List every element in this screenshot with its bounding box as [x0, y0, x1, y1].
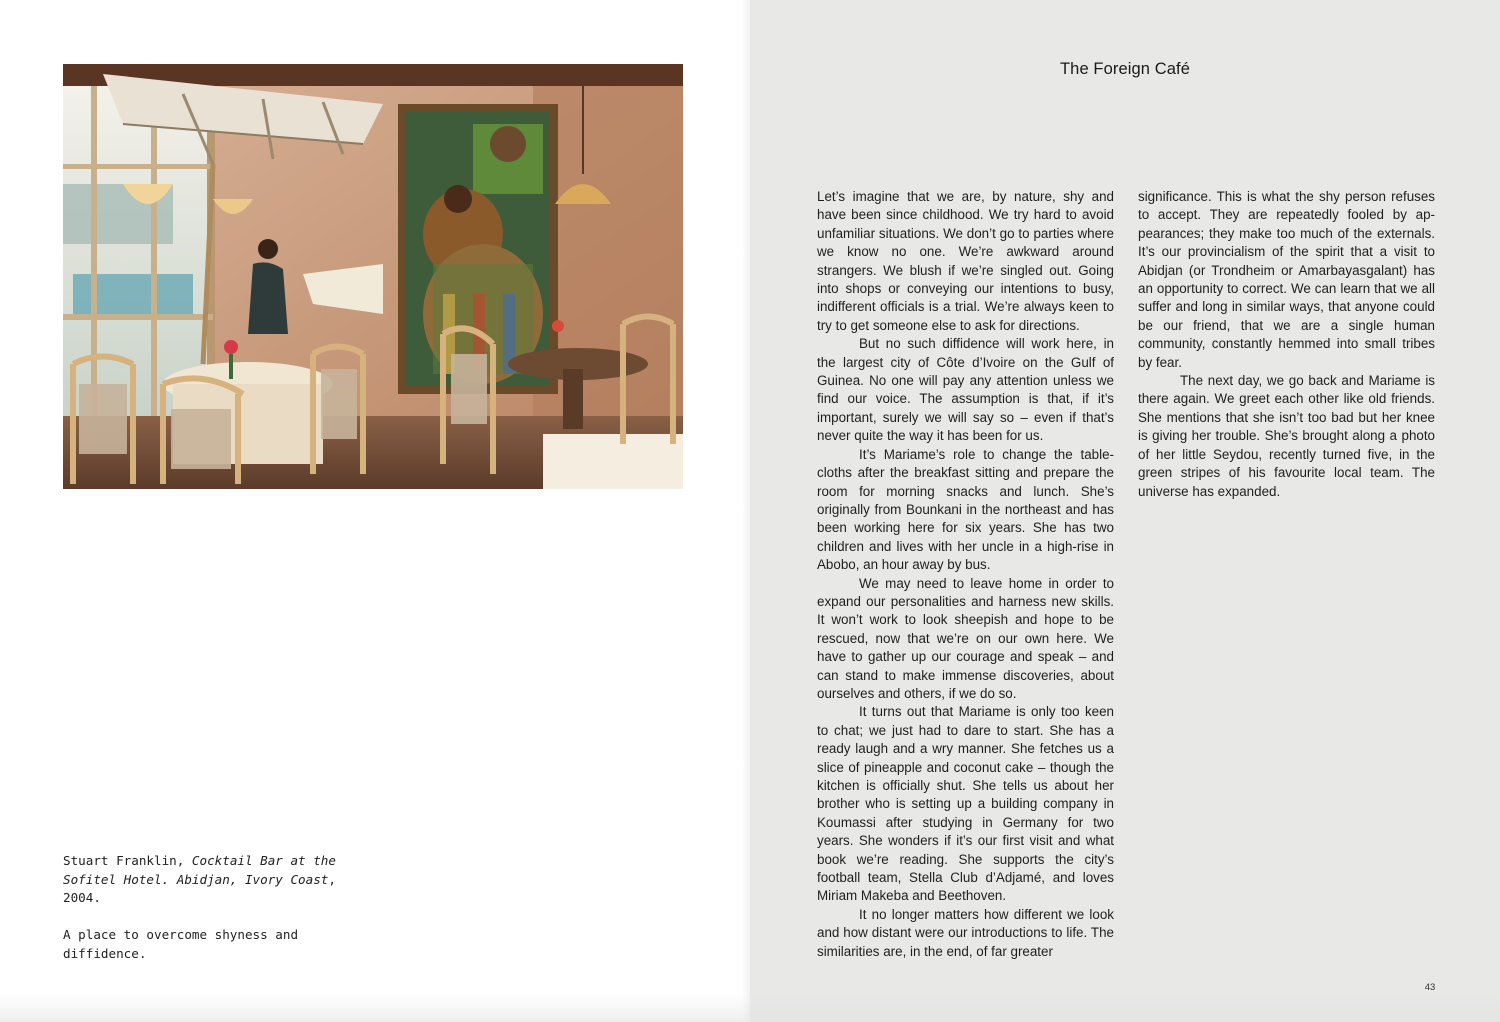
- paragraph: It’s Mariame’s role to change the table-cloths after the breakfast sitting and prepare the room for morning snacks and lunch. She’s originally from Bounkani in the northeast and has been working here for six years. She has two children and lives with her uncle in a high-rise in Abobo, an hour away by bus.: [817, 446, 1114, 573]
- paragraph: significance. This is what the shy person refuses to accept. They are repeatedly fooled by ap-pearances; they make too much of the externals. It’s our provincialism of the spirit that a visit to Abidjan (or Trondheim or Amarbayasgalant) has an opportunity to correct. We can learn that we all suffer and long in similar ways, that anyone could be our friend, that we are a single human community, constantly hemmed into small tribes by fear.: [1138, 189, 1435, 370]
- photo-caption: [63, 852, 363, 963]
- caption-work-title: Cocktail Bar at the Sofitel Hotel. Abidjan, Ivory Coast: [63, 853, 336, 887]
- caption-description: A place to overcome shyness and diffidence.: [63, 927, 299, 961]
- paragraph: We may need to leave home in order to expand our personalities and harness new skills. It won’t work to look sheepish and hope to be rescued, now that we’re on our own here. We have to gather up our courage and speak – and can stand to make immense discoveries, about ourselves and others, if we do so.: [817, 575, 1114, 701]
- paragraph: It turns out that Mariame is only too keen to chat; we just had to dare to start. She has a ready laugh and a wry manner. She fetches us a slice of pineapple and coconut cake – though the kitchen is officially shut. She tells us about her brother who is setting up a building company in Koumassi after studying in Germany for two years. She wonders if it’s our first visit and what book we’re reading. She supports the city’s football team, Stella Club d’Adjamé, and loves Miriam Makeba and Beethoven.: [817, 704, 1114, 904]
- paragraph: The next day, we go back and Mariame is there again. We greet each other like old friends. She mentions that she isn’t too bad but her knee is giving her trouble. She’s brought along a photo of her little Seydou, recently turned five, in the green stripes of his favourite local team. The universe has expanded.: [1138, 373, 1435, 499]
- page-number: 43: [1424, 982, 1436, 993]
- paragraph: Let’s imagine that we are, by nature, shy and have been since childhood. We try hard to avoid unfamiliar situations. We don’t go to parties where we know no one. We’re awkward around strangers. We blush if we’re singled out. Going into shops or conveying our intentions to busy, indifferent officials is a trial. We’re always keen to try to get someone else to ask for directions.: [817, 189, 1114, 333]
- cafe-photograph: [63, 64, 683, 489]
- text-column-2: [1138, 188, 1435, 501]
- paragraph: It no longer matters how different we look and how distant were our introductions to life. The similarities are, in the end, of far greater: [817, 906, 1114, 959]
- text-column-1: [817, 188, 1114, 961]
- running-title: The Foreign Café: [1060, 60, 1190, 78]
- book-gutter: [742, 0, 750, 1022]
- paragraph: But no such diffidence will work here, in the largest city of Côte d’Ivoire on the Gulf of Guinea. No one will pay any attention unless we find our voice. The assumption is that, if it’s important, surely we will say so – even if that’s never quite the way it has been for us.: [817, 336, 1114, 444]
- caption-credit: [63, 852, 363, 908]
- caption-photographer: Stuart Franklin,: [63, 853, 192, 868]
- caption-year: , 2004.: [63, 871, 336, 905]
- page-bottom-shade: [0, 994, 1500, 1022]
